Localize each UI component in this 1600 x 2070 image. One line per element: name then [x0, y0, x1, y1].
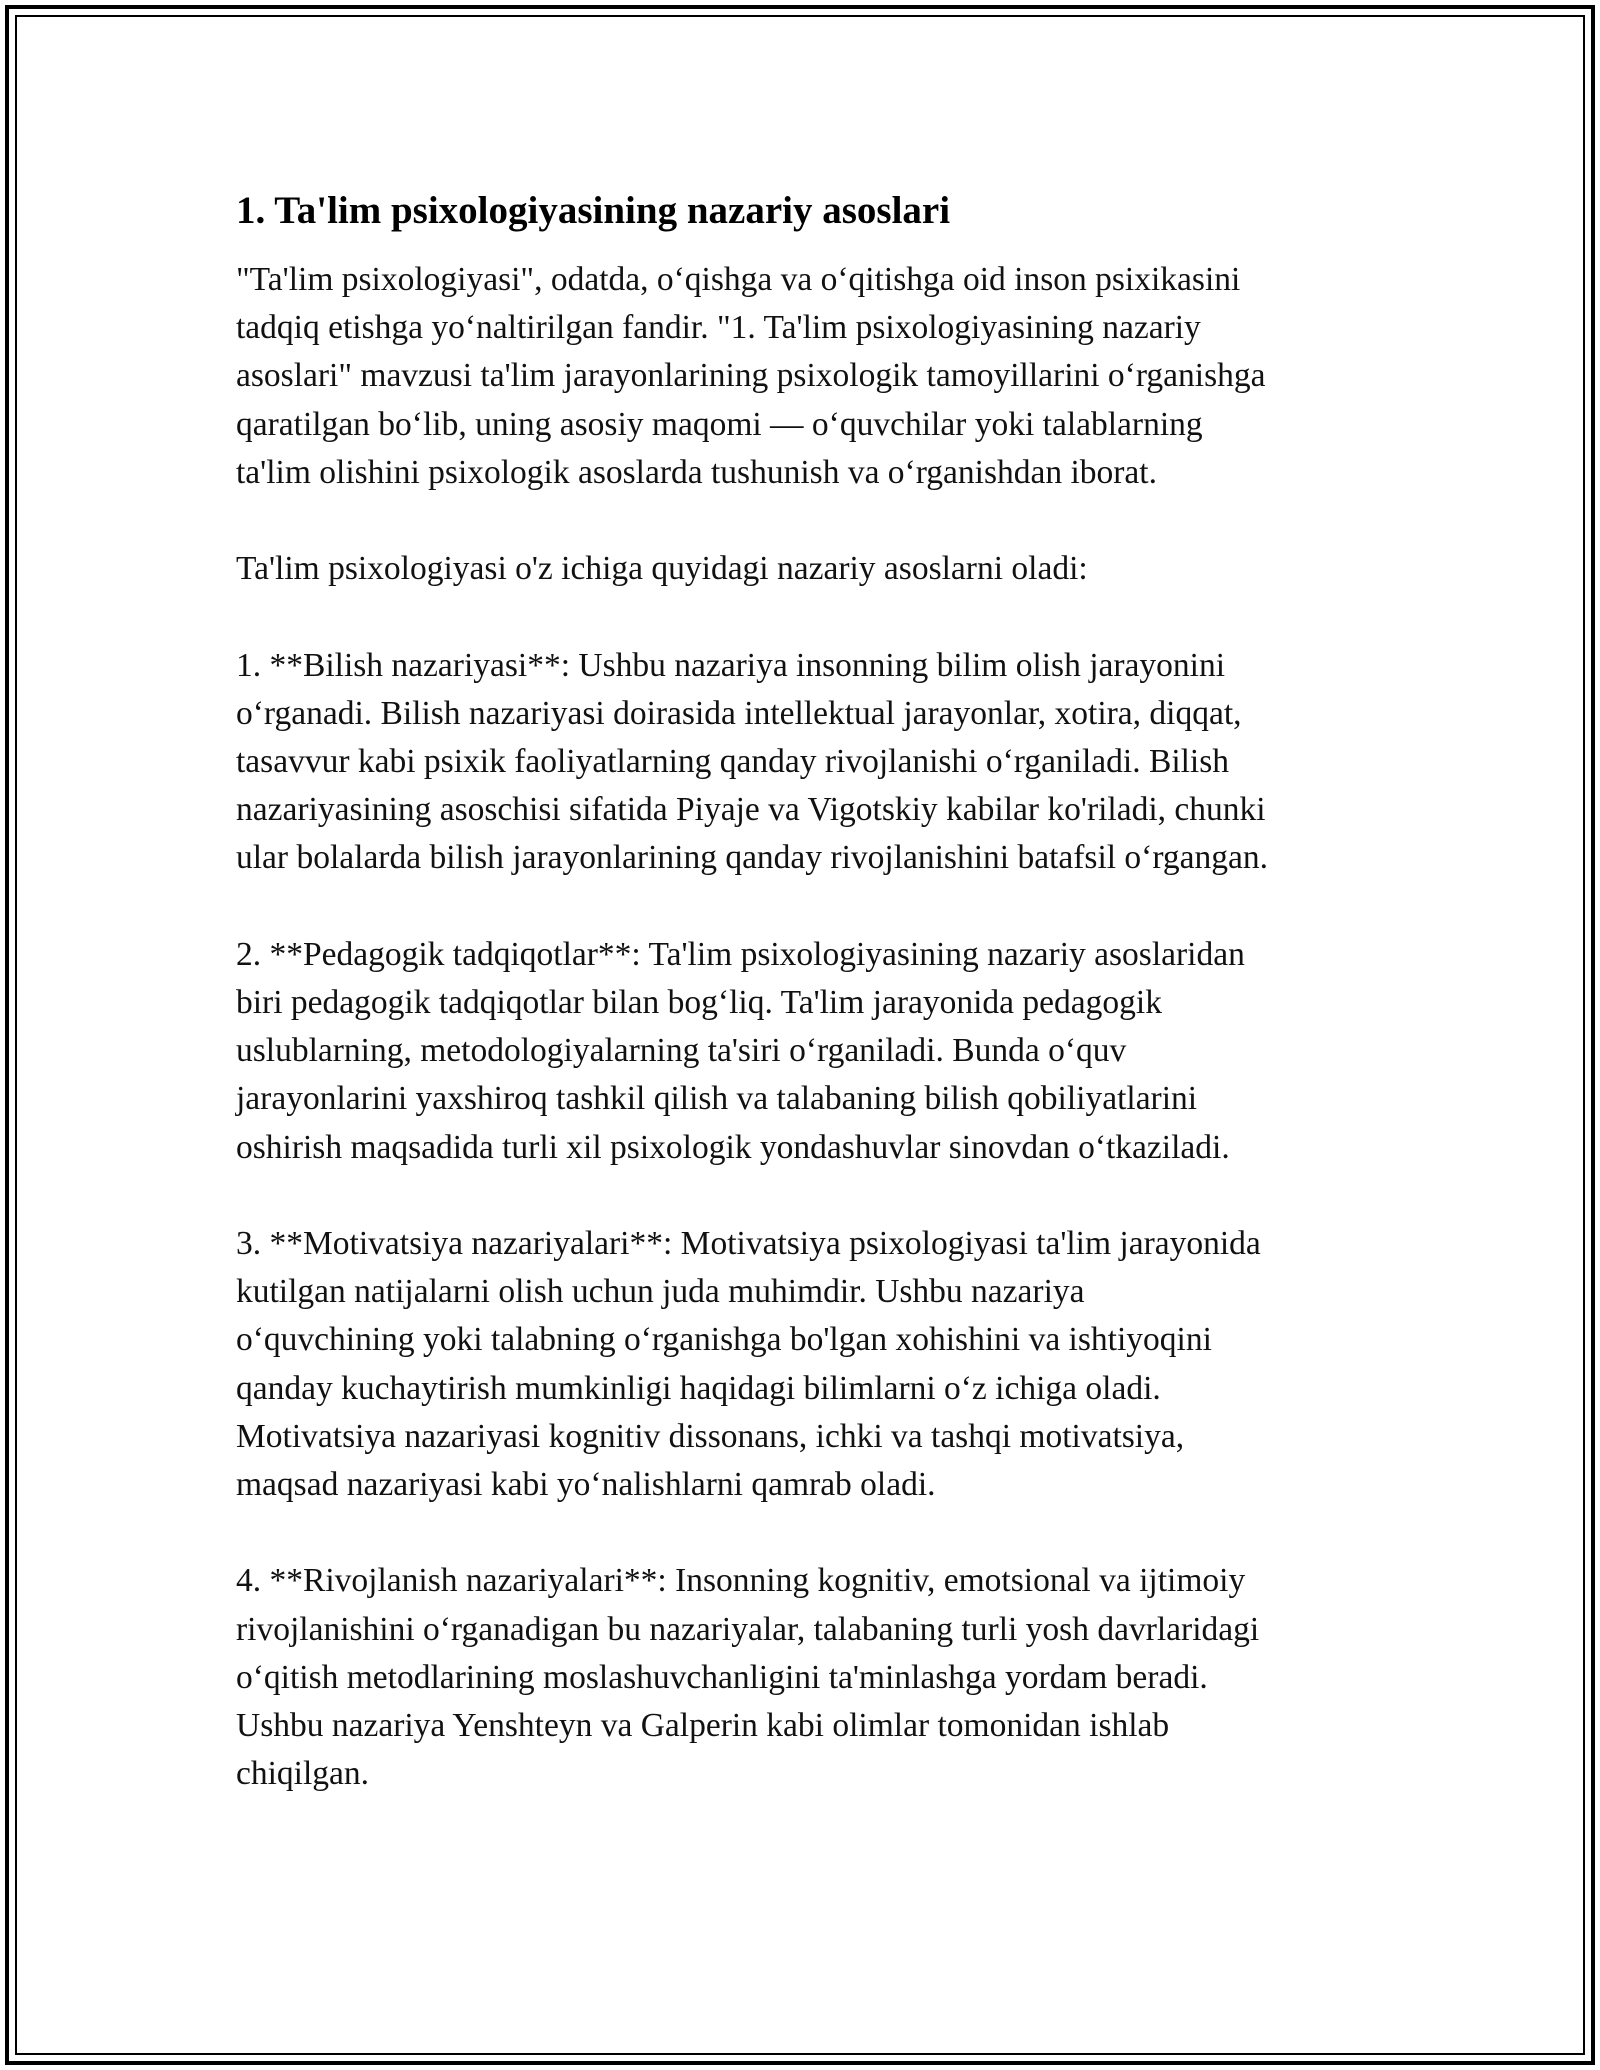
text-line: Motivatsiya nazariyasi kognitiv dissonans, ichki va tashqi motivatsiya,	[236, 1417, 1185, 1455]
text-line: uslublarning, metodologiyalarning ta'siri o‘rganiladi. Bunda o‘quv	[236, 1032, 1127, 1070]
text-line: Ushbu nazariya Yenshteyn va Galperin kabi olimlar tomonidan ishlab	[236, 1707, 1170, 1745]
text-line: rivojlanishini o‘rganadigan bu nazariyalar, talabaning turli yosh davrlaridagi	[236, 1610, 1260, 1648]
text-line: o‘qitish metodlarining moslashuvchanligini ta'minlashga yordam beradi.	[236, 1658, 1208, 1696]
paragraph-lead-in	[236, 545, 1386, 593]
text-line: kutilgan natijalarni olish uchun juda muhimdir. Ushbu nazariya	[236, 1273, 1085, 1311]
text-line: 1. **Bilish nazariyasi**: Ushbu nazariya insonning bilim olish jarayonini	[236, 646, 1226, 684]
text-line: 2. **Pedagogik tadqiqotlar**: Ta'lim psixologiyasining nazariy asoslaridan	[236, 935, 1245, 973]
text-line: qanday kuchaytirish mumkinligi haqidagi bilimlarni o‘z ichiga oladi.	[236, 1369, 1161, 1407]
text-line: ta'lim olishini psixologik asoslarda tushunish va o‘rganishdan iborat.	[236, 453, 1157, 491]
paragraph-item-3	[236, 1220, 1386, 1509]
text-line: ular bolalarda bilish jarayonlarining qanday rivojlanishini batafsil o‘rgangan.	[236, 839, 1269, 877]
paragraph-item-2	[236, 931, 1386, 1172]
text-line: 4. **Rivojlanish nazariyalari**: Insonning kognitiv, emotsional va ijtimoiy	[236, 1562, 1246, 1600]
text-line: biri pedagogik tadqiqotlar bilan bog‘liq. Ta'lim jarayonida pedagogik	[236, 984, 1162, 1021]
paragraph-intro	[236, 256, 1386, 497]
text-line: jarayonlarini yaxshiroq tashkil qilish va talabaning bilish qobiliyatlarini	[236, 1080, 1198, 1118]
text-line: nazariyasining asoschisi sifatida Piyaje va Vigotskiy kabilar ko'riladi, chunki	[236, 791, 1266, 829]
text-line: o‘rganadi. Bilish nazariyasi doirasida intellektual jarayonlar, xotira, diqqat,	[236, 694, 1242, 732]
text-line: chiqilgan.	[236, 1755, 370, 1793]
document-body	[236, 185, 1386, 1847]
text-line: Ta'lim psixologiyasi o'z ichiga quyidagi nazariy asoslarni oladi:	[236, 550, 1088, 588]
paragraph-item-1	[236, 642, 1386, 883]
text-line: asoslari" mavzusi ta'lim jarayonlarining psixologik tamoyillarini o‘rganishga	[236, 357, 1266, 395]
text-line: "Ta'lim psixologiyasi", odatda, o‘qishga va o‘qitishga oid inson psixikasini	[236, 261, 1241, 298]
text-line: maqsad nazariyasi kabi yo‘nalishlarni qamrab oladi.	[236, 1466, 936, 1504]
text-line: qaratilgan bo‘lib, uning asosiy maqomi — o‘quvchilar yoki talablarning	[236, 405, 1203, 443]
text-line: o‘quvchining yoki talabning o‘rganishga bo'lgan xohishini va ishtiyoqini	[236, 1321, 1212, 1359]
text-line: 3. **Motivatsiya nazariyalari**: Motivatsiya psixologiyasi ta'lim jarayonida	[236, 1225, 1261, 1262]
text-line: tasavvur kabi psixik faoliyatlarning qanday rivojlanishi o‘rganiladi. Bilish	[236, 743, 1230, 780]
text-line: tadqiq etishga yo‘naltirilgan fandir. "1. Ta'lim psixologiyasining nazariy	[236, 309, 1201, 347]
text-line: oshirish maqsadida turli xil psixologik yondashuvlar sinovdan o‘tkaziladi.	[236, 1128, 1230, 1166]
paragraph-item-4	[236, 1557, 1386, 1798]
document-title: 1. Ta'lim psixologiyasining nazariy asoslari	[236, 189, 951, 232]
